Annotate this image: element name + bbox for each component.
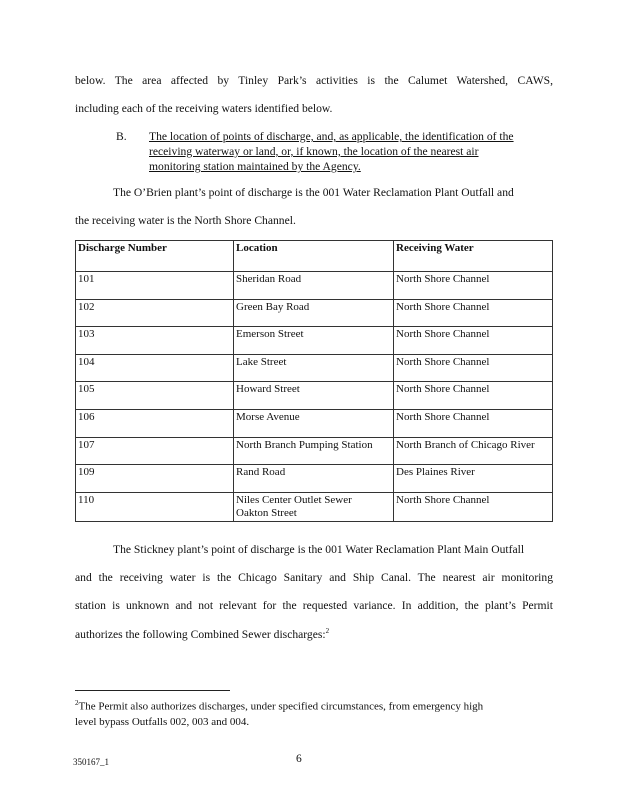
discharge-number: 107 <box>76 437 234 465</box>
receiving-water: North Branch of Chicago River <box>394 437 553 465</box>
location-cell: North Branch Pumping Station <box>234 437 394 465</box>
receiving-water: North Shore Channel <box>394 409 553 437</box>
paragraph-line: below. The area affected by Tinley Park’s activities is the Calumet Watershed, CAWS, <box>75 74 553 87</box>
footnote-line <box>75 696 555 715</box>
footnote-reference: 2 <box>325 627 330 635</box>
table-row <box>76 354 553 382</box>
table-row <box>76 272 553 300</box>
column-header: Receiving Water <box>394 241 553 272</box>
location-cell: Morse Avenue <box>234 409 394 437</box>
discharge-number: 110 <box>76 492 234 521</box>
discharge-number: 102 <box>76 299 234 327</box>
receiving-water: North Shore Channel <box>394 299 553 327</box>
receiving-water: North Shore Channel <box>394 492 553 521</box>
receiving-water: Des Plaines River <box>394 465 553 493</box>
discharge-table <box>75 240 553 522</box>
discharge-number: 106 <box>76 409 234 437</box>
discharge-number: 104 <box>76 354 234 382</box>
footnote-line: level bypass Outfalls 002, 003 and 004. <box>75 715 250 728</box>
table-row <box>76 382 553 410</box>
table-row <box>76 409 553 437</box>
location-cell: Lake Street <box>234 354 394 382</box>
table-header-row <box>76 241 553 272</box>
table-row <box>76 437 553 465</box>
location-cell: Sheridan Road <box>234 272 394 300</box>
paragraph-line: including each of the receiving waters identified below. <box>75 102 333 115</box>
paragraph-line: and the receiving water is the Chicago Sanitary and Ship Canal. The nearest air monitoring <box>75 571 553 584</box>
document-id: 350167_1 <box>73 757 109 767</box>
discharge-number: 105 <box>76 382 234 410</box>
table-row <box>76 465 553 493</box>
location-cell <box>234 492 394 521</box>
receiving-water: North Shore Channel <box>394 382 553 410</box>
section-marker: B. <box>116 130 127 143</box>
discharge-number: 103 <box>76 327 234 355</box>
paragraph-line: station is unknown and not relevant for the requested variance. In addition, the plant’s Permit <box>75 599 553 612</box>
section-heading-line: The location of points of discharge, and, as applicable, the identification of the <box>149 130 514 143</box>
page-number: 6 <box>296 753 302 765</box>
location-cell: Green Bay Road <box>234 299 394 327</box>
discharge-number: 109 <box>76 465 234 493</box>
location-line: Oakton Street <box>236 506 297 519</box>
location-cell: Howard Street <box>234 382 394 410</box>
footnote-text: The Permit also authorizes discharges, under specified circumstances, from emergency high <box>78 700 484 713</box>
table-row <box>76 299 553 327</box>
footnote-divider <box>75 690 230 691</box>
table-row <box>76 327 553 355</box>
receiving-water: North Shore Channel <box>394 354 553 382</box>
column-header: Location <box>234 241 394 272</box>
paragraph-text: authorizes the following Combined Sewer discharges: <box>75 627 326 641</box>
paragraph-line: The O’Brien plant’s point of discharge is the 001 Water Reclamation Plant Outfall and <box>113 186 514 199</box>
location-cell: Emerson Street <box>234 327 394 355</box>
paragraph-line <box>75 627 329 641</box>
column-header: Discharge Number <box>76 241 234 272</box>
paragraph-line: the receiving water is the North Shore Channel. <box>75 214 296 227</box>
footnote <box>75 696 555 730</box>
location-cell: Rand Road <box>234 465 394 493</box>
paragraph-line: The Stickney plant’s point of discharge is the 001 Water Reclamation Plant Main Outfall <box>113 543 525 556</box>
location-line: Niles Center Outlet Sewer <box>236 493 352 506</box>
receiving-water: North Shore Channel <box>394 327 553 355</box>
section-heading-line: receiving waterway or land, or, if known, the location of the nearest air <box>149 145 479 158</box>
section-heading-line: monitoring station maintained by the Agency. <box>149 160 361 173</box>
footnote-marker: 2 <box>75 699 79 707</box>
receiving-water: North Shore Channel <box>394 272 553 300</box>
discharge-number: 101 <box>76 272 234 300</box>
table-row <box>76 492 553 521</box>
